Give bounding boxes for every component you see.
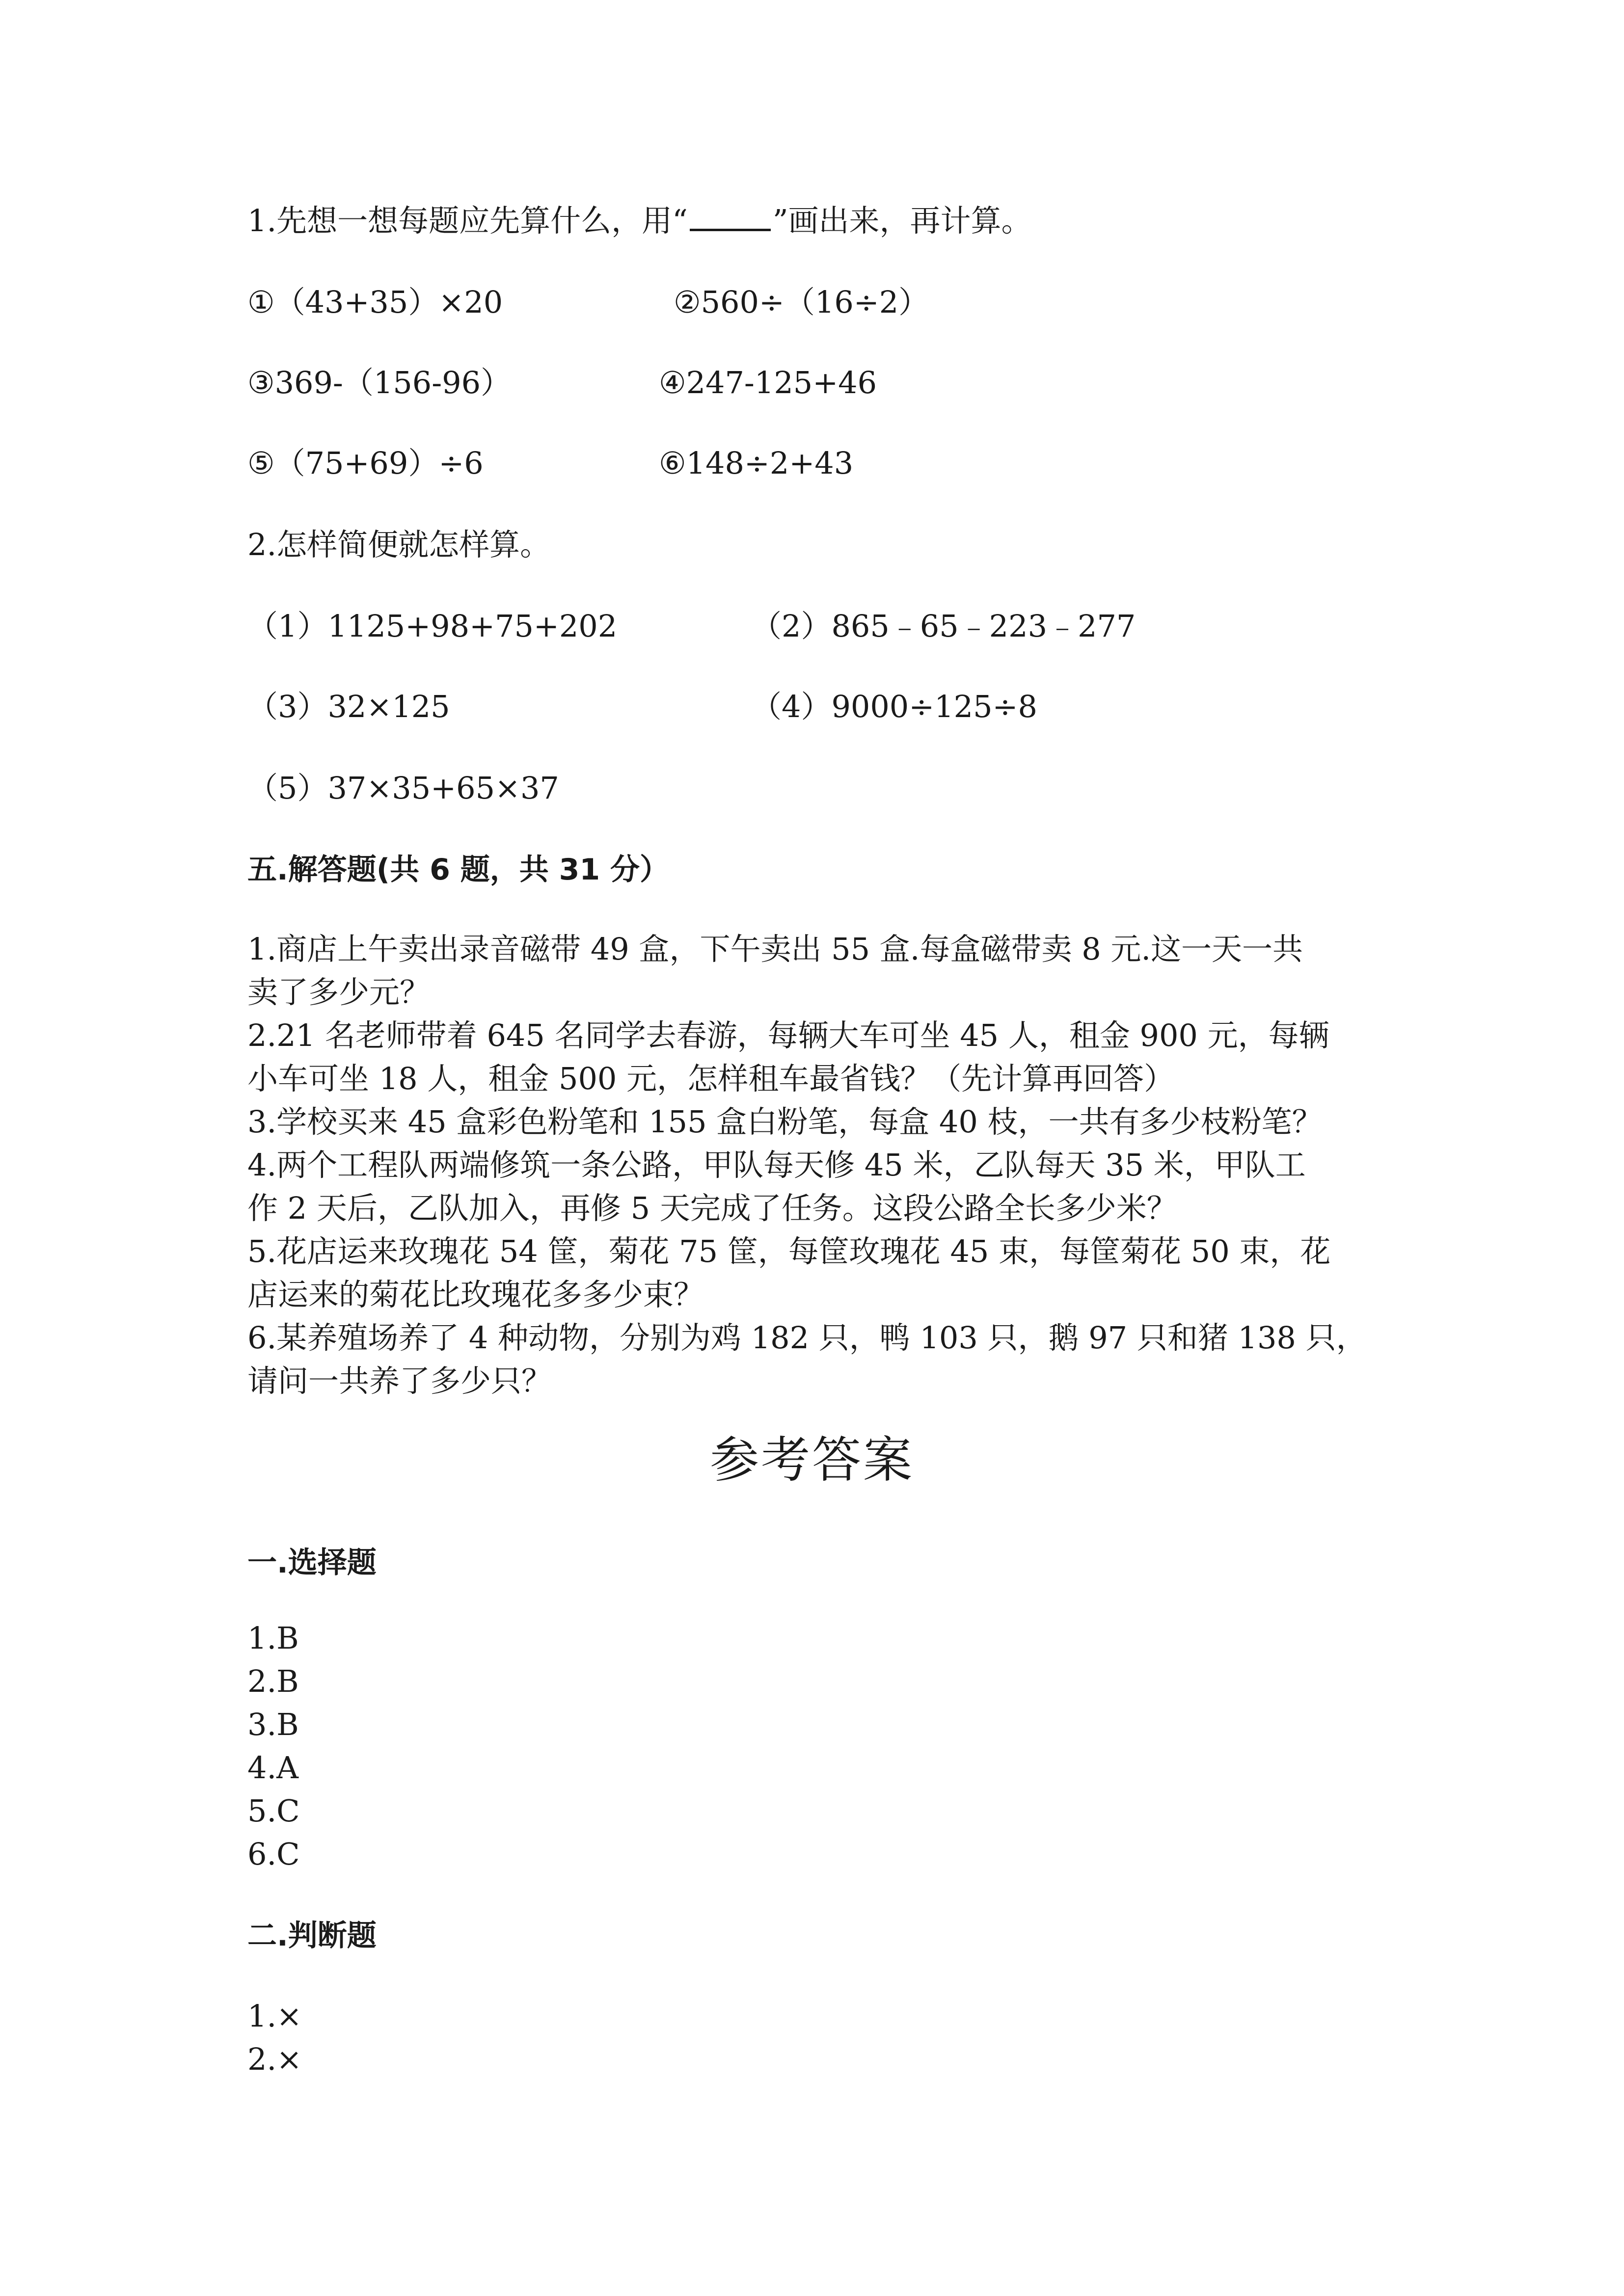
q1-instruction	[247, 199, 1032, 242]
q2-item-2: （2）865﹣65﹣223﹣277	[751, 608, 1136, 644]
q1-item-6: ⑥148÷2+43	[659, 445, 854, 481]
problem-2-line-1: 2.21 名老师带着 645 名同学去春游，每辆大车可坐 45 人，租金 900 元，每辆	[247, 1017, 1329, 1053]
answers-title: 参考答案	[710, 1431, 914, 1489]
answer-judge-2: 2.×	[247, 2041, 302, 2077]
problem-6-line-1: 6.某养殖场养了 4 种动物，分别为鸡 182 只，鸭 103 只，鹅 97 只和猪 138 只，	[247, 1320, 1367, 1356]
answer-choice-1: 1.B	[247, 1620, 299, 1656]
q2-heading: 2.怎样简便就怎样算。	[247, 527, 551, 562]
q1-instruction-post: ”画出来，再计算。	[772, 203, 1032, 239]
problem-1-line-2: 卖了多少元？	[247, 974, 431, 1010]
answer-choice-4: 4.A	[247, 1750, 298, 1786]
problem-5-line-1: 5.花店运来玫瑰花 54 筐，菊花 75 筐，每筐玫瑰花 45 束，每筐菊花 50 束，花	[247, 1233, 1331, 1269]
q1-item-4: ④247-125+46	[659, 365, 877, 400]
problem-3-line-1: 3.学校买来 45 盒彩色粉笔和 155 盒白粉笔，每盒 40 枝，一共有多少枝粉笔？	[247, 1104, 1323, 1140]
q2-item-5: （5）37×35+65×37	[247, 770, 559, 806]
answers-sec1-list	[247, 1617, 1377, 1876]
q2-item-1: （1）1125+98+75+202	[247, 608, 618, 644]
q2-item-4: （4）9000÷125÷8	[751, 689, 1037, 724]
problem-2-line-2: 小车可坐 18 人，租金 500 元，怎样租车最省钱？（先计算再回答）	[247, 1061, 1175, 1096]
answer-choice-6: 6.C	[247, 1836, 300, 1872]
underline-blank	[690, 199, 771, 231]
q1-item-1: ①（43+35）×20	[247, 284, 503, 320]
q1-instruction-pre: 1.先想一想每题应先算什么，用“	[247, 203, 688, 239]
problem-4-line-2: 作 2 天后，乙队加入，再修 5 天完成了任务。这段公路全长多少米？	[247, 1190, 1177, 1226]
answers-sec2-list	[247, 1995, 1377, 2081]
section5-problems	[247, 928, 1377, 1403]
section5-heading: 五.解答题(共 6 题，共 31 分）	[247, 853, 670, 887]
answers-sec1-heading: 一.选择题	[247, 1546, 377, 1580]
problem-5-line-2: 店运来的菊花比玫瑰花多多少束？	[247, 1277, 704, 1312]
answer-choice-2: 2.B	[247, 1663, 299, 1699]
q1-item-5: ⑤（75+69）÷6	[247, 445, 484, 481]
answers-sec2-heading: 二.判断题	[247, 1919, 377, 1953]
q1-item-3: ③369-（156-96）	[247, 365, 512, 400]
q1-item-2: ②560÷（16÷2）	[674, 284, 929, 320]
answer-choice-5: 5.C	[247, 1793, 300, 1829]
q2-item-3: （3）32×125	[247, 689, 450, 724]
problem-6-line-2: 请问一共养了多少只？	[247, 1363, 552, 1399]
problem-1-line-1: 1.商店上午卖出录音磁带 49 盒，下午卖出 55 盒.每盒磁带卖 8 元.这一天一共	[247, 931, 1303, 967]
problem-4-line-1: 4.两个工程队两端修筑一条公路，甲队每天修 45 米，乙队每天 35 米，甲队工	[247, 1147, 1306, 1183]
answer-choice-3: 3.B	[247, 1707, 299, 1742]
answer-judge-1: 1.×	[247, 1998, 302, 2034]
